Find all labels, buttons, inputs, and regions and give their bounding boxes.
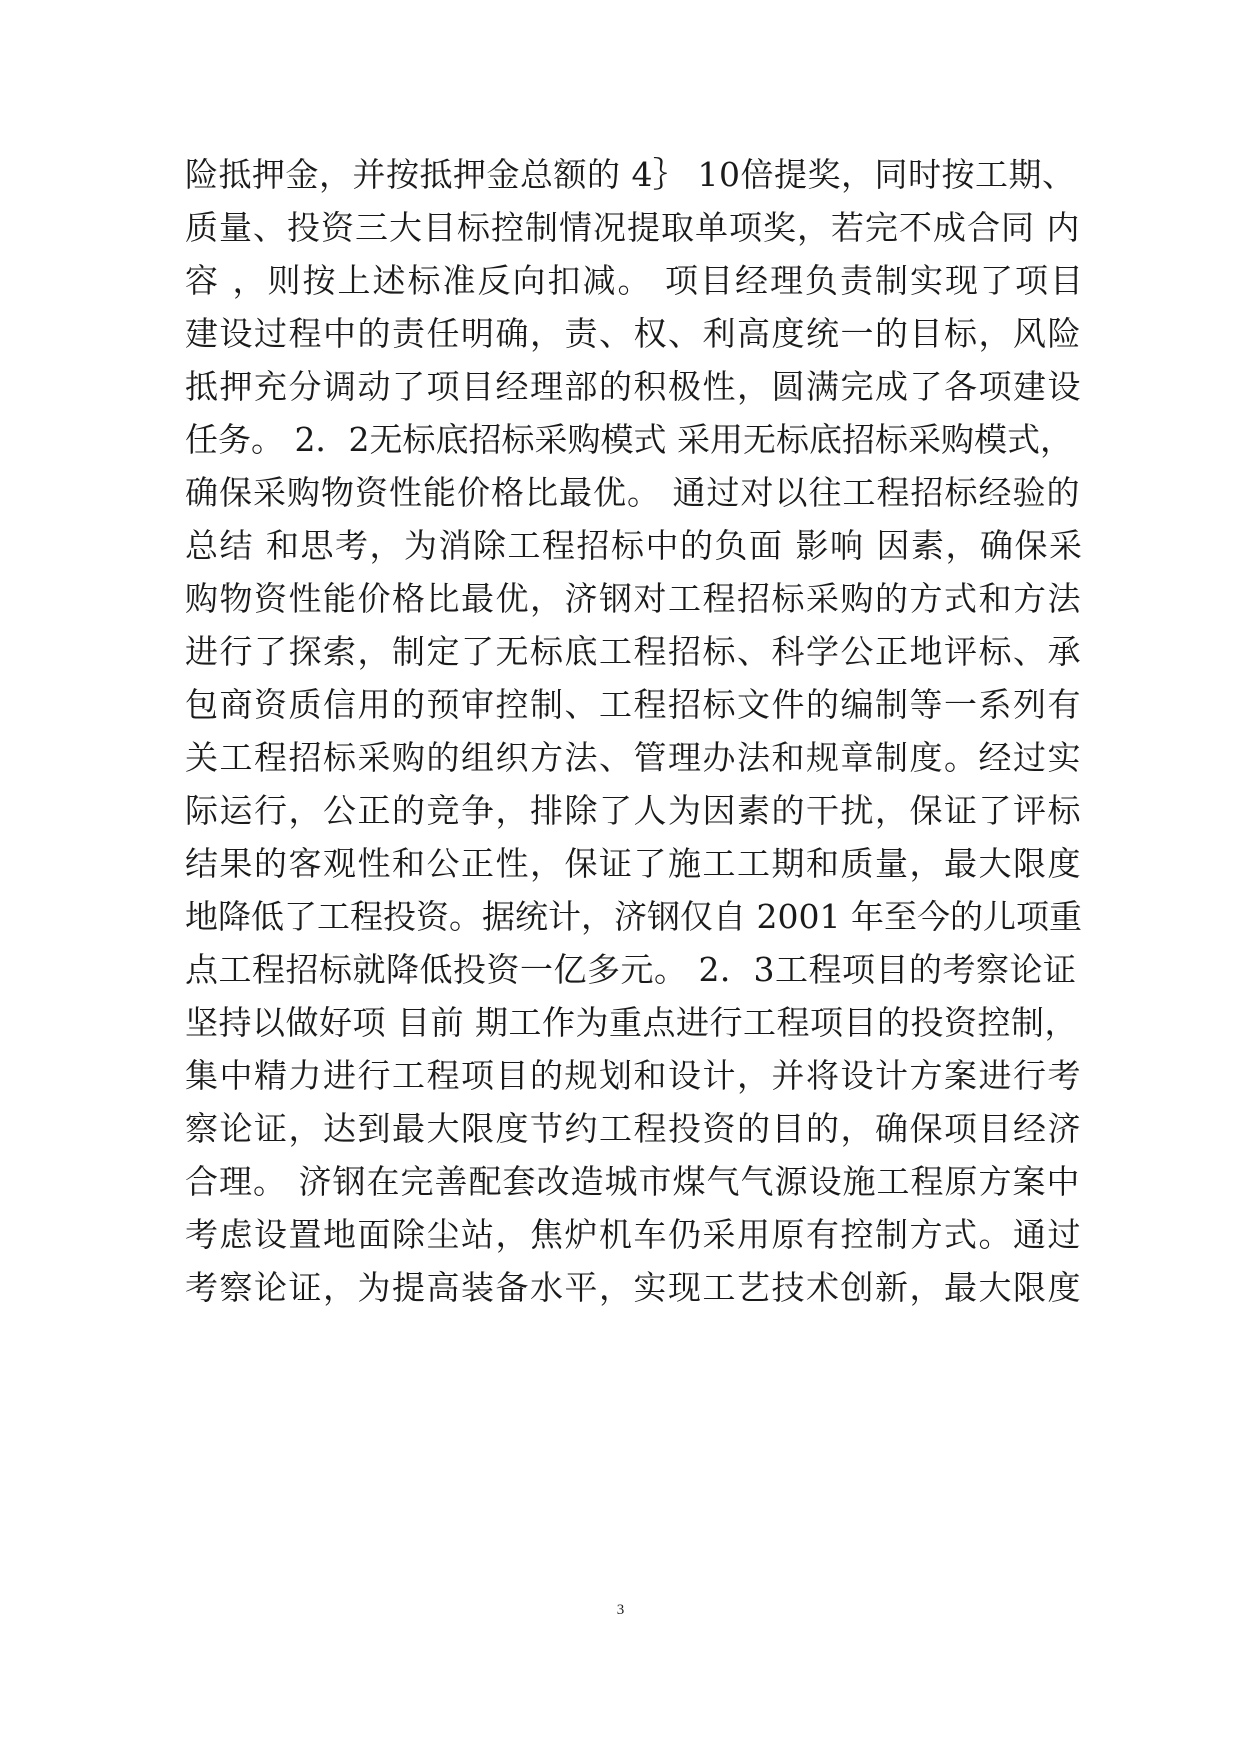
text-line: 包商资质信用的预审控制、工程招标文件的编制等一系列有 bbox=[185, 685, 1082, 724]
text-line: 地降低了工程投资。据统计，济钢仅自 2001 年至今的儿项重 bbox=[185, 897, 1082, 936]
text-line: 容 ，则按上述标准反向扣减。 项目经理负责制实现了项目 bbox=[185, 261, 1085, 300]
text-line: 确保采购物资性能价格比最优。 通过对以往工程招标经验的 bbox=[185, 473, 1081, 512]
text-line: 质量、投资三大目标控制情况提取单项奖，若完不成合同 内 bbox=[185, 208, 1081, 247]
text-line: 考虑设置地面除尘站，焦炉机车仍采用原有控制方式。通过 bbox=[185, 1215, 1082, 1254]
body-text bbox=[185, 148, 1085, 1314]
text-line: 关工程招标采购的组织方法、管理办法和规章制度。经过实 bbox=[185, 738, 1082, 777]
text-line: 抵押充分调动了项目经理部的积极性，圆满完成了各项建设 bbox=[185, 367, 1082, 406]
text-line: 进行了探索，制定了无标底工程招标、科学公正地评标、承 bbox=[185, 632, 1082, 671]
text-line: 坚持以做好项 目前 期工作为重点进行工程项目的投资控制， bbox=[185, 1003, 1078, 1042]
text-line: 考察论证，为提高装备水平，实现工艺技术创新，最大限度 bbox=[185, 1268, 1082, 1307]
text-line: 险抵押金，并按抵押金总额的 4｝ 10倍提奖，同时按工期、 bbox=[185, 155, 1076, 194]
text-line: 购物资性能价格比最优，济钢对工程招标采购的方式和方法 bbox=[185, 579, 1082, 618]
text-line: 任务。 2．2无标底招标采购模式 采用无标底招标采购模式， bbox=[185, 420, 1073, 459]
text-line: 建设过程中的责任明确，责、权、利高度统一的目标，风险 bbox=[185, 314, 1082, 353]
text-line: 总结 和思考，为消除工程招标中的负面 影响 因素，确保采 bbox=[185, 526, 1084, 565]
text-line: 点工程招标就降低投资一亿多元。 2．3工程项目的考察论证 bbox=[185, 950, 1077, 989]
text-line: 合理。 济钢在完善配套改造城市煤气气源设施工程原方案中 bbox=[185, 1162, 1081, 1201]
text-line: 集中精力进行工程项目的规划和设计，并将设计方案进行考 bbox=[185, 1056, 1082, 1095]
text-line: 察论证，达到最大限度节约工程投资的目的，确保项目经济 bbox=[185, 1109, 1082, 1148]
text-line: 结果的客观性和公正性，保证了施工工期和质量，最大限度 bbox=[185, 844, 1082, 883]
text-line: 际运行，公正的竞争，排除了人为因素的干扰，保证了评标 bbox=[185, 791, 1082, 830]
page-number: 3 bbox=[616, 1602, 625, 1618]
